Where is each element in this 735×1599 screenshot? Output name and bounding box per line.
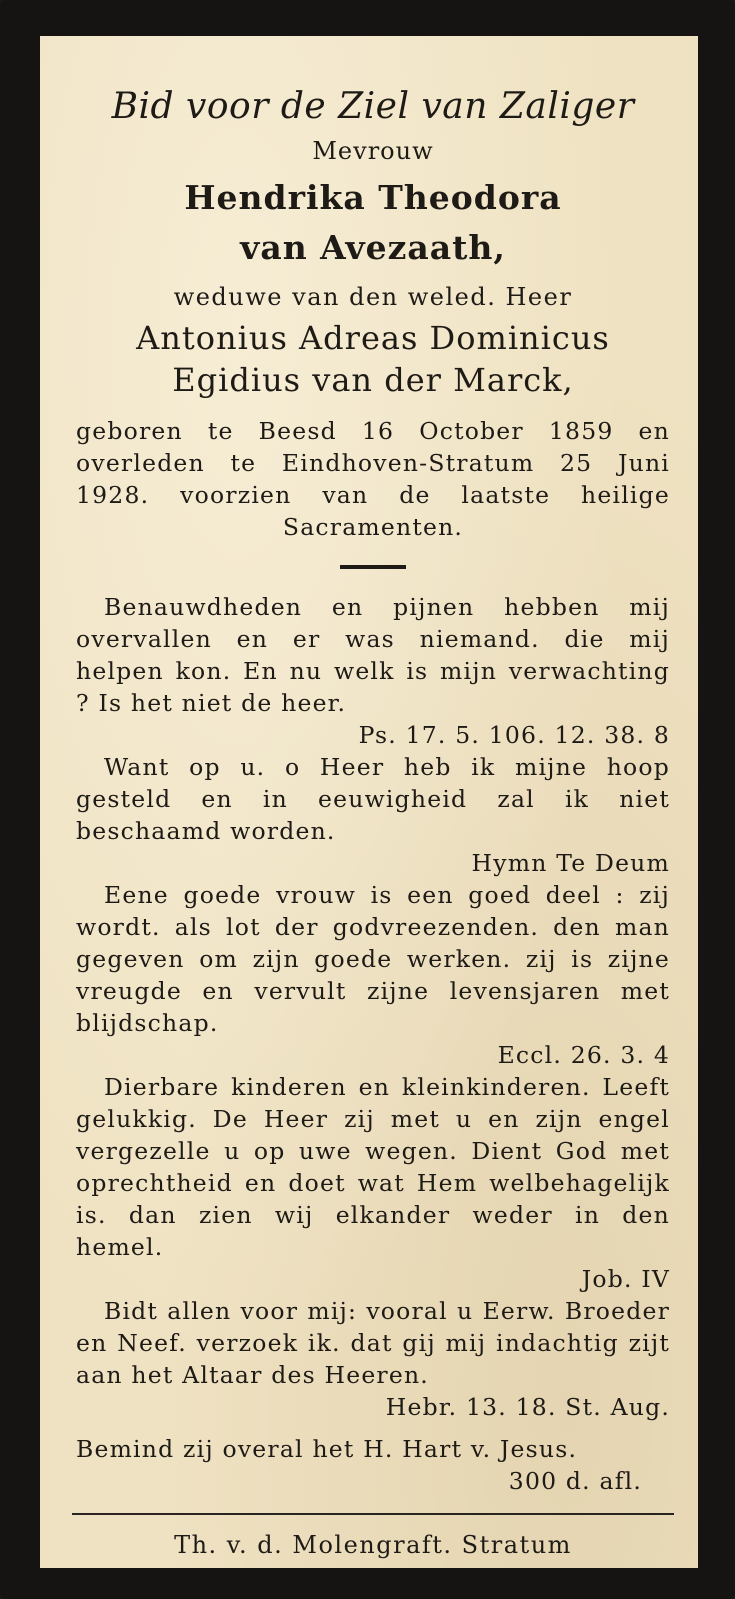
closing-prayer: Bemind zij overal het H. Hart v. Jesus. <box>76 1435 578 1463</box>
biography-text: geboren te Beesd 16 October 1859 en overleden te Eindhoven-Stratum 25 Juni 1928. voorzien van de laatste heilige Sacramenten. <box>76 417 670 541</box>
footer-divider <box>72 1513 674 1515</box>
husband-name-line1: Antonius Adreas Dominicus <box>136 319 610 357</box>
honorific: Mevrouw <box>312 137 434 165</box>
passage-text: Want op u. o Heer heb ik mijne hoop gesteld en in eeuwigheid zal ik niet beschaamd worden. <box>76 753 670 845</box>
passage-text: Dierbare kinderen en kleinkinderen. Leeft gelukkig. De Heer zij met u en zijn engel vergezelle u op uwe wegen. Dient God met oprechtheid en doet wat Hem welbehagelijk is. dan zien wij elkander weder in den hemel. <box>76 1073 670 1261</box>
widow-of-line: weduwe van den weled. Heer <box>173 283 573 311</box>
passage-reference: Hymn Te Deum <box>471 849 670 877</box>
deceased-name-line1: Hendrika Theodora <box>184 178 562 217</box>
printer-credit: Th. v. d. Molengraft. Stratum <box>174 1531 572 1559</box>
card-title: Bid voor de Ziel van Zaliger <box>111 86 635 127</box>
passage-text: Bidt allen voor mij: vooral u Eerw. Broeder en Neef. verzoek ik. dat gij mij indachtig zijt aan het Altaar des Heeren. <box>76 1297 670 1389</box>
passage-reference: Hebr. 13. 18. St. Aug. <box>385 1393 670 1421</box>
section-divider <box>340 565 406 569</box>
passage-text: Eene goede vrouw is een goed deel : zij wordt. als lot der godvreezenden. den man gegeven om zijn goede werken. zij is zijne vreugde en vervult zijne levensjaren met blijdschap. <box>76 881 670 1037</box>
indulgence-note: 300 d. afl. <box>508 1467 642 1495</box>
deceased-name-line2: van Avezaath, <box>240 228 506 267</box>
husband-name-line2: Egidius van der Marck, <box>172 361 574 399</box>
passage-reference: Eccl. 26. 3. 4 <box>497 1041 670 1069</box>
passage-reference: Job. IV <box>581 1265 670 1293</box>
card-paper <box>40 36 698 1568</box>
passage-reference: Ps. 17. 5. 106. 12. 38. 8 <box>358 721 670 749</box>
passage-text: Benauwdheden en pijnen hebben mij overvallen en er was niemand. die mij helpen kon. En nu welk is mijn verwachting ? Is het niet de heer. <box>76 593 670 717</box>
